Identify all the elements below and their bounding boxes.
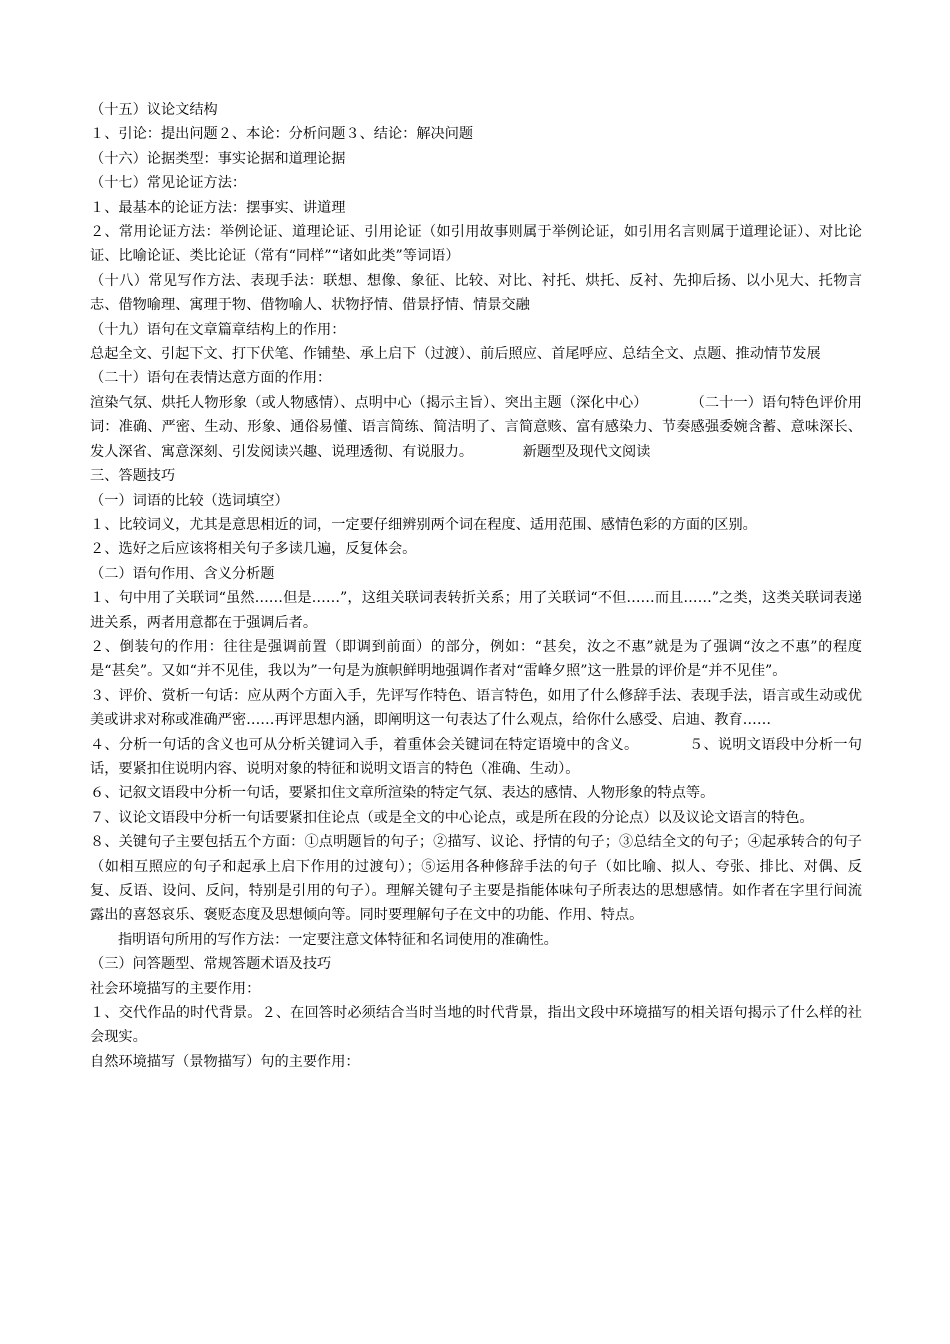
heading-natural-environment: 自然环境描写（景物描写）句的主要作用：	[90, 1053, 360, 1070]
paragraph-structural-role: 总起全文、引起下文、打下伏笔、作铺垫、承上启下（过渡）、前后照应、首尾呼应、总结全文、点题、推动情节发展	[90, 346, 821, 363]
heading-social-environment: 社会环境描写的主要作用：	[90, 980, 261, 997]
paragraph-writing-techniques: （十八）常见写作方法、表现手法：联想、想像、象征、比较、对比、衬托、烘托、反衬、先抑后扬、以小见大、托物言志、借物喻理、寓理于物、借物喻人、状物抒情、借景抒情、情景交融	[90, 272, 862, 314]
heading-word-comparison: （一）词语的比较（选词填空）	[90, 492, 289, 509]
paragraph-sentence-analysis-4-5: ４、分析一句话的含义也可从分析关键词入手，着重体会关键词在特定语境中的含义。 ５、说明文语段中分析一句话，要紧扣住说明内容、说明对象的特征和说明文语言的特色（准确、生动）。	[90, 736, 862, 777]
paragraph-writing-method-note: 指明语句所用的写作方法：一定要注意文体特征和名词使用的准确性。	[118, 931, 558, 948]
paragraph-sentence-analysis-3: ３、评价、赏析一句话：应从两个方面入手，先评写作特色、语言特色，如用了什么修辞手法、表现手法，语言或生动或优美或讲求对称或准确严密……再评思想内涵，即阐明这一句表达了什么观点，给你什么感受、启迪、教育……	[90, 687, 862, 729]
paragraph-sentence-analysis-7: ７、议论文语段中分析一句话要紧扣住论点（或是全文的中心论点，或是所在段的分论点）以及议论文语言的特色。	[90, 809, 814, 826]
heading-sentence-analysis: （二）语句作用、含义分析题	[90, 565, 275, 582]
paragraph-expressive-role: 渲染气氛、烘托人物形象（或人物感情）、点明中心（揭示主旨）、突出主题（深化中心） （二十一）语句特色评价用词：准确、严密、生动、形象、通俗易懂、语言简练、简洁明了、言简意赅、富有感染力、节奏感强委婉含蓄、意味深长、发人深省、寓意深刻、引发阅读兴趣、说理透彻、有说服力。 新题型及现代文阅读	[90, 394, 862, 460]
paragraph-social-environment: １、交代作品的时代背景。２、在回答时必须结合当时当地的时代背景，指出文段中环境描写的相关语句揭示了什么样的社会现实。	[90, 1005, 862, 1046]
heading-structural-role: （十九）语句在文章篇章结构上的作用：	[90, 321, 346, 338]
paragraph-argument-parts: １、引论：提出问题２、本论：分析问题３、结论：解决问题	[90, 126, 474, 143]
paragraph-sentence-analysis-1: １、句中用了关联词“虽然……但是……”，这组关联词表转折关系；用了关联词“不但……而且……”之类，这类关联词表递进关系，两者用意都在于强调后者。	[90, 590, 862, 631]
paragraph-sentence-analysis-6: ６、记叙文语段中分析一句话，要紧扣住文章所渲染的特定气氛、表达的感情、人物形象的特点等。	[90, 785, 715, 802]
paragraph-sentence-analysis-2: ２、倒装句的作用：往往是强调前置（即调到前面）的部分，例如：“甚矣，汝之不惠”就是为了强调“汝之不惠”的程度是“甚矣”。又如“并不见佳，我以为”一句是为旗帜鲜明地强调作者对“雷峰夕照”这一胜景的评价是“并不见佳”。	[90, 638, 862, 680]
document-body	[90, 98, 862, 1074]
heading-expressive-role: （二十）语句在表情达意方面的作用：	[90, 370, 332, 387]
heading-argument-structure: （十五）议论文结构	[90, 102, 218, 118]
paragraph-common-methods: ２、常用论证方法：举例论证、道理论证、引用论证（如引用故事则属于举例论证，如引用名言则属于道理论证）、对比论证、比喻论证、类比论证（常有“同样”“诸如此类”等词语）	[90, 224, 862, 265]
heading-argument-methods: （十七）常见论证方法：	[90, 175, 247, 192]
heading-evidence-types: （十六）论据类型：事实论据和道理论据	[90, 150, 346, 167]
paragraph-sentence-analysis-8: ８、关键句子主要包括五个方面：①点明题旨的句子；②描写、议论、抒情的句子；③总结全文的句子；④起承转合的句子（如相互照应的句子和起承上启下作用的过渡句）；⑤运用各种修辞手法的句子（如比喻、拟人、夸张、排比、对偶、反复、反语、设问、反问，特别是引用的句子）。理解关键句子主要是指能体味句子所表达的思想感情。如作者在字里行间流露出的喜怒哀乐、褒贬态度及思想倾向等。同时要理解句子在文中的功能、作用、特点。	[90, 834, 862, 924]
heading-question-types: （三）问答题型、常规答题术语及技巧	[90, 956, 332, 973]
paragraph-word-comparison-2: ２、选好之后应该将相关句子多读几遍，反复体会。	[90, 541, 417, 558]
paragraph-word-comparison-1: １、比较词义，尤其是意思相近的词，一定要仔细辨别两个词在程度、适用范围、感情色彩的方面的区别。	[90, 516, 757, 533]
heading-answer-skills: 三、答题技巧	[90, 468, 176, 485]
paragraph-basic-method: １、最基本的论证方法：摆事实、讲道理	[90, 199, 346, 216]
